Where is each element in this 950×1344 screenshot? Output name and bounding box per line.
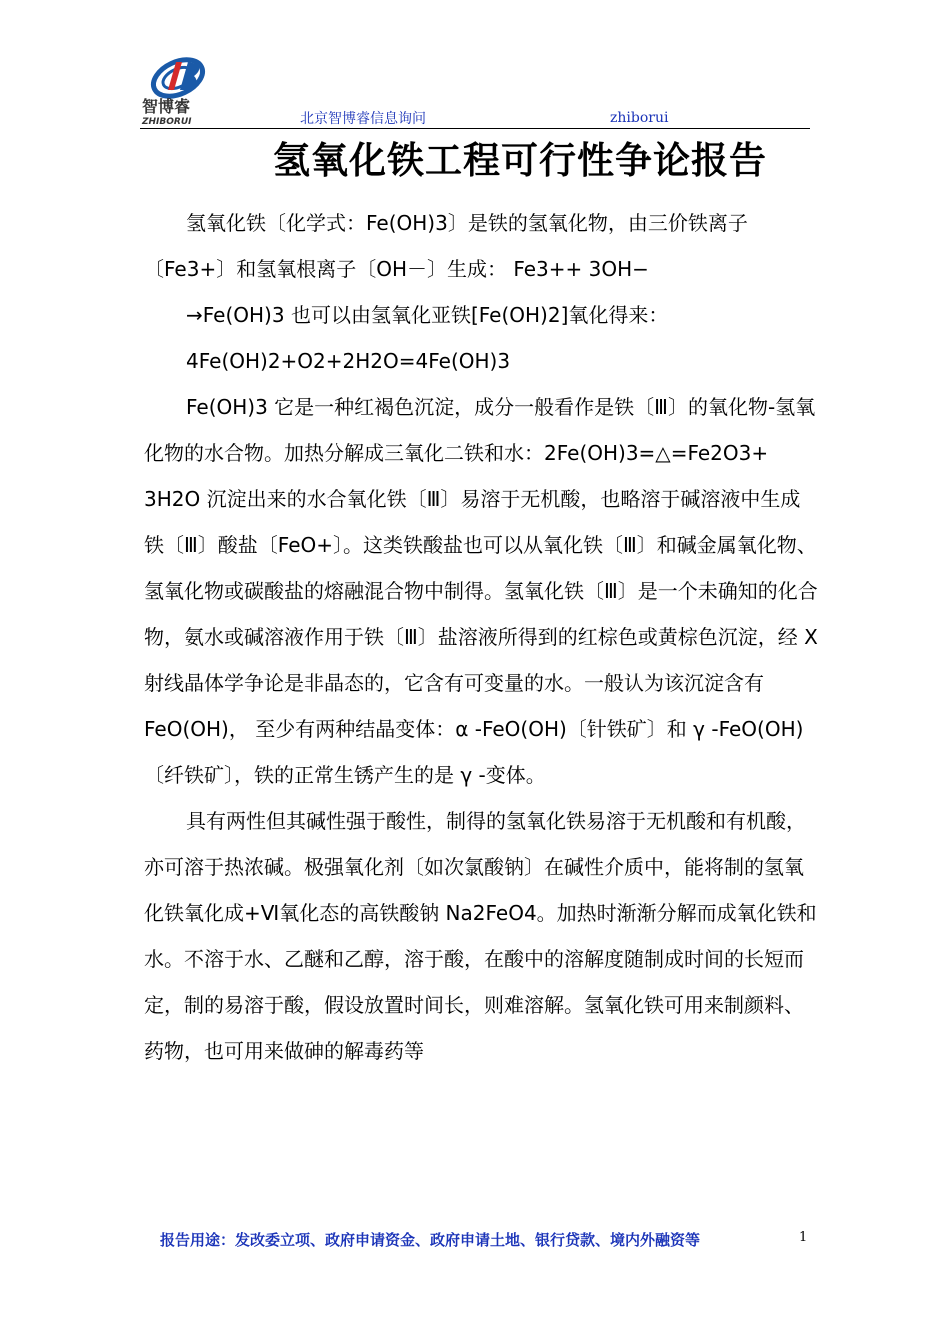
paragraph-1: 氢氧化铁〔化学式：Fe(OH)3〕是铁的氢氧化物，由三价铁离子〔Fe3+〕和氢氧根离子〔OH－〕生成： Fe3++ 3OH−	[144, 211, 748, 281]
logo-icon	[140, 50, 220, 128]
footer-purpose: 报告用途：发改委立项、政府申请资金、政府申请土地、银行贷款、境内外融资等	[160, 1231, 701, 1249]
logo-text: 智博睿	[142, 97, 191, 116]
logo-subtext: ZHIBORUI	[142, 117, 192, 127]
page-title: 氢氧化铁工程可行性争论报告	[273, 139, 767, 182]
header-company-name: 北京智博睿信息询问	[300, 111, 426, 127]
paragraph-5: 具有两性但其碱性强于酸性，制得的氢氧化铁易溶于无机酸和有机酸，亦可溶于热浓碱。极强氧化剂〔如次氯酸钠〕在碱性介质中，能将制的氢氧化铁氧化成+Ⅵ氧化态的高铁酸钠 Na2FeO4。加热时渐渐分解而成氧化铁和水。不溶于水、乙醚和乙醇，溶于酸，在酸中的溶解度随制成时间的长短而定，制的易溶于酸，假设放置时间长，则难溶解。氢氧化铁可用来制颜料、药物，也可用来做砷的解毒药等	[144, 809, 817, 1063]
document-body	[144, 200, 820, 1074]
company-logo	[140, 50, 220, 128]
paragraph-2: →Fe(OH)3 也可以由氢氧化亚铁[Fe(OH)2]氧化得来：	[186, 303, 669, 327]
header-divider	[140, 128, 810, 129]
paragraph-4: Fe(OH)3 它是一种红褐色沉淀，成分一般看作是铁〔Ⅲ〕的氧化物-氢氧化物的水合物。加热分解成三氧化二铁和水：2Fe(OH)3=△=Fe2O3+ 3H2O 沉淀出来的水合氧化铁〔Ⅲ〕易溶于无机酸，也略溶于碱溶液中生成铁〔Ⅲ〕酸盐〔FeO+〕。这类铁酸盐也可以从氧化铁〔Ⅲ〕和碱金属氧化物、氢氧化物或碳酸盐的熔融混合物中制得。氢氧化铁〔Ⅲ〕是一个未确知的化合物，氨水或碱溶液作用于铁〔Ⅲ〕盐溶液所得到的红棕色或黄棕色沉淀，经 X 射线晶体学争论是非晶态的，它含有可变量的水。一般认为该沉淀含有 FeO(OH)， 至少有两种结晶变体：α -FeO(OH)〔针铁矿〕和 γ -FeO(OH)〔纤铁矿〕，铁的正常生锈产生的是 γ -变体。	[144, 395, 818, 787]
page-number: 1	[799, 1230, 808, 1245]
paragraph-3: 4Fe(OH)2+O2+2H2O=4Fe(OH)3	[186, 349, 511, 373]
header-site-name: zhiborui	[610, 110, 669, 126]
